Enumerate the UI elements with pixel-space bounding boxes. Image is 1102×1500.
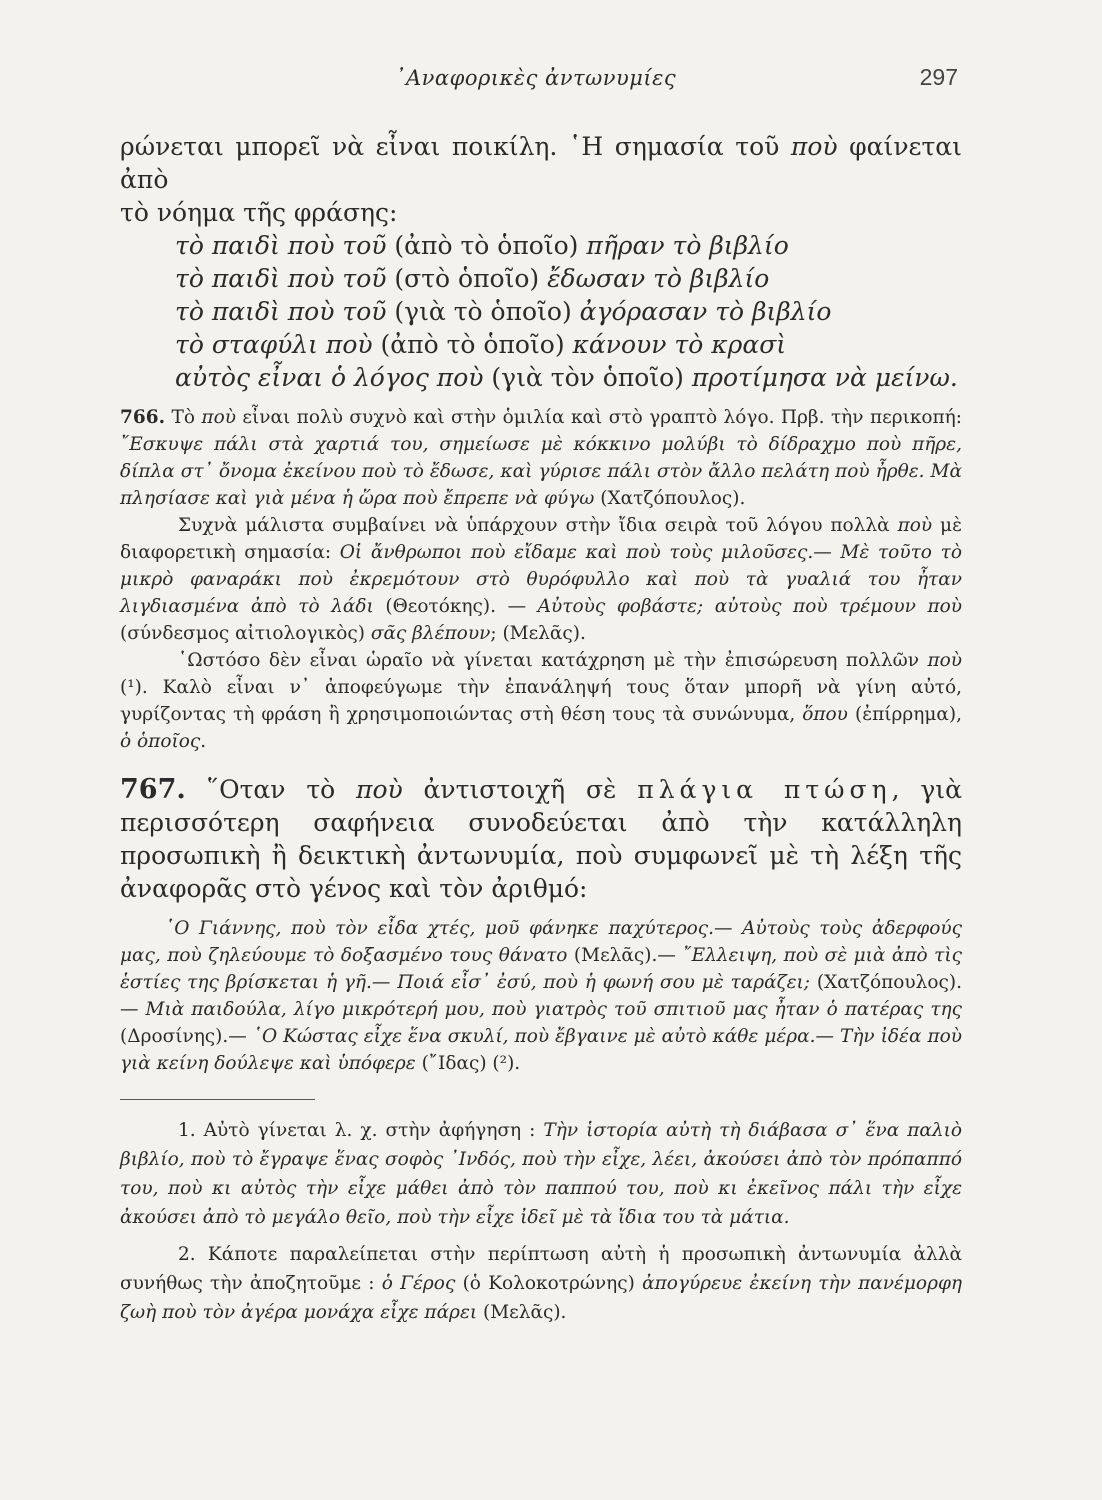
section-767-examples: ῾Ο Γιάννης, ποὺ τὸν εἶδα χτές, μοῦ φάνηκε παχύτερος.— Αὐτοὺς τοὺς ἀδερφούς μας, ποὺ ζηλεύουμε τὸ δοξασμένο τους θάνατο (Μελᾶς).— ῎Ελλειψη, ποὺ σὲ μιὰ ἀπὸ τὶς ἑστίες της βρίσκεται ἡ γῆ.— Ποιά εἶσ᾿ ἐσύ, ποὺ ἡ φωνή σου μὲ ταράζει; (Χατζόπουλος).— Μιὰ παιδούλα, λίγο μικρότερή μου, ποὺ γιατρὸς τοῦ σπιτιοῦ μας ἦταν ὁ πατέρας της (Δροσίνης).— ῾Ο Κώστας εἶχε ἕνα σκυλί, ποὺ ἔβγαινε μὲ αὐτὸ κάθε μέρα.— Τὴν ἰδέα ποὺ γιὰ κείνη δούλεψε καὶ ὑπόφερε (῎Ιδας) (²). bbox=[120, 918, 963, 1074]
example-line: αὐτὸς εἶναι ὁ λόγος ποὺ (γιὰ τὸν ὁποῖο) προτίμησα νὰ μείνω. bbox=[175, 363, 958, 392]
example-line: τὸ παιδὶ ποὺ τοῦ (στὸ ὁποῖο) ἔδωσαν τὸ βιβλίο bbox=[175, 264, 770, 293]
running-title: ᾿Αναφορικὲς ἀντωνυμίες bbox=[395, 66, 677, 90]
footnote-1: 1. Αὐτὸ γίνεται λ. χ. στὴν ἀφήγηση : Τὴν ἱστορία αὐτὴ τὴ διάβασα σ᾿ ἕνα παλιὸ βιβλίο, ποὺ τὸ ἔγραψε ἕνας σοφὸς ᾿Ινδός, ποὺ τὴν εἶχε, λέει, ἀκούσει ἀπὸ τὸν πρόπαππό του, ποὺ κι αὐτὸς τὴν εἶχε μάθει ἀπὸ τὸν παππού του, ποὺ κι ἐκεῖνος πάλι τὴν εἶχε ἀκούσει ἀπὸ τὸ μεγάλο θεῖο, ποὺ τὴν εἶχε ἰδεῖ μὲ τὰ ἴδια του τὰ μάτια. bbox=[120, 1120, 962, 1228]
example-line: τὸ παιδὶ ποὺ τοῦ (γιὰ τὸ ὁποῖο) ἀγόρασαν τὸ βιβλίο bbox=[175, 297, 832, 326]
footnote-divider bbox=[120, 1099, 315, 1100]
page-header bbox=[120, 66, 962, 96]
example-list bbox=[120, 229, 962, 394]
intro-paragraph: ρώνεται μπορεῖ νὰ εἶναι ποικίλη. ῾Η σημασία τοῦ ποὺ φαίνεται ἀπὸ τὸ νόημα τῆς φράσης: bbox=[120, 132, 962, 227]
section-766: 766. Τὸ ποὺ εἶναι πολὺ συχνὸ καὶ στὴν ὁμιλία καὶ στὸ γραπτὸ λόγο. Πρβ. τὴν περικοπή: ῎Εσκυψε πάλι στὰ χαρτιά του, σημείωσε μὲ κόκκινο μολύβι τὸ δίδραχμο ποὺ πῆρε, δίπλα στ᾿ ὄνομα ἐκείνου ποὺ τὸ ἔδωσε, καὶ γύρισε πάλι στὸν ἄλλο πελάτη ποὺ ἦρθε. Μὰ πλησίασε καὶ γιὰ μένα ἡ ὥρα ποὺ ἔπρεπε νὰ φύγω (Χατζόπουλος). bbox=[120, 407, 962, 509]
footnote-2: 2. Κάποτε παραλείπεται στὴν περίπτωση αὐτὴ ἡ προσωπικὴ ἀντωνυμία ἀλλὰ συνήθως τὴν ἀποζητοῦμε : ὁ Γέρος (ὁ Κολοκοτρώνης) ἀπογύρευε ἐκείνη τὴν πανέμορφη ζωὴ ποὺ τὸν ἀγέρα μονάχα εἶχε πάρει (Μελᾶς). bbox=[120, 1244, 962, 1323]
page-number: 297 bbox=[919, 64, 958, 90]
section-number: 767. bbox=[120, 774, 186, 805]
main-text bbox=[120, 130, 962, 1327]
example-line: τὸ παιδὶ ποὺ τοῦ (ἀπὸ τὸ ὁποῖο) πῆραν τὸ βιβλίο bbox=[175, 231, 789, 260]
section-766-paragraph-3: ῾Ωστόσο δὲν εἶναι ὡραῖο νὰ γίνεται κατάχρηση μὲ τὴν ἐπισώρευση πολλῶν ποὺ (¹). Καλὸ εἶναι ν᾿ ἀποφεύγωμε τὴν ἐπανάληψή τους ὅταν μπορῆ νὰ γίνη αὐτό, γυρίζοντας τὴ φράση ἢ χρησιμοποιώντας στὴ θέση τους τὰ συνώνυμα, ὅπου (ἐπίρρημα), ὁ ὁποῖος. bbox=[120, 650, 962, 752]
section-766-paragraph-2: Συχνὰ μάλιστα συμβαίνει νὰ ὑπάρχουν στὴν ἴδια σειρὰ τοῦ λόγου πολλὰ ποὺ μὲ διαφορετικὴ σημασία: Οἱ ἄνθρωποι ποὺ εἴδαμε καὶ ποὺ τοὺς μιλοῦσες.— Μὲ τοῦτο τὸ μικρὸ φαναράκι ποὺ ἐκρεμότουν στὸ θυρόφυλλο καὶ ποὺ τὰ γυαλιά του ἦταν λιγδιασμένα ἀπὸ τὸ λάδι (Θεοτόκης). — Αὐτοὺς φοβάστε; αὐτοὺς ποὺ τρέμουν ποὺ (σύνδεσμος αἰτιολογικὸς) σᾶς βλέπουν; (Μελᾶς). bbox=[120, 515, 962, 644]
section-number: 766. bbox=[120, 407, 166, 428]
section-767: 767. ῞Οταν τὸ ποὺ ἀντιστοιχῆ σὲ πλάγια πτώση, γιὰ περισσότερη σαφήνεια συνοδεύεται ἀπὸ τὴν κατάλληλη προσωπικὴ ἢ δεικτικὴ ἀντωνυμία, ποὺ συμφωνεῖ μὲ τὴ λέξη τῆς ἀναφορᾶς στὸ γένος καὶ τὸν ἀριθμό: bbox=[120, 774, 962, 903]
example-line: τὸ σταφύλι ποὺ (ἀπὸ τὸ ὁποῖο) κάνουν τὸ κρασὶ bbox=[175, 330, 787, 359]
